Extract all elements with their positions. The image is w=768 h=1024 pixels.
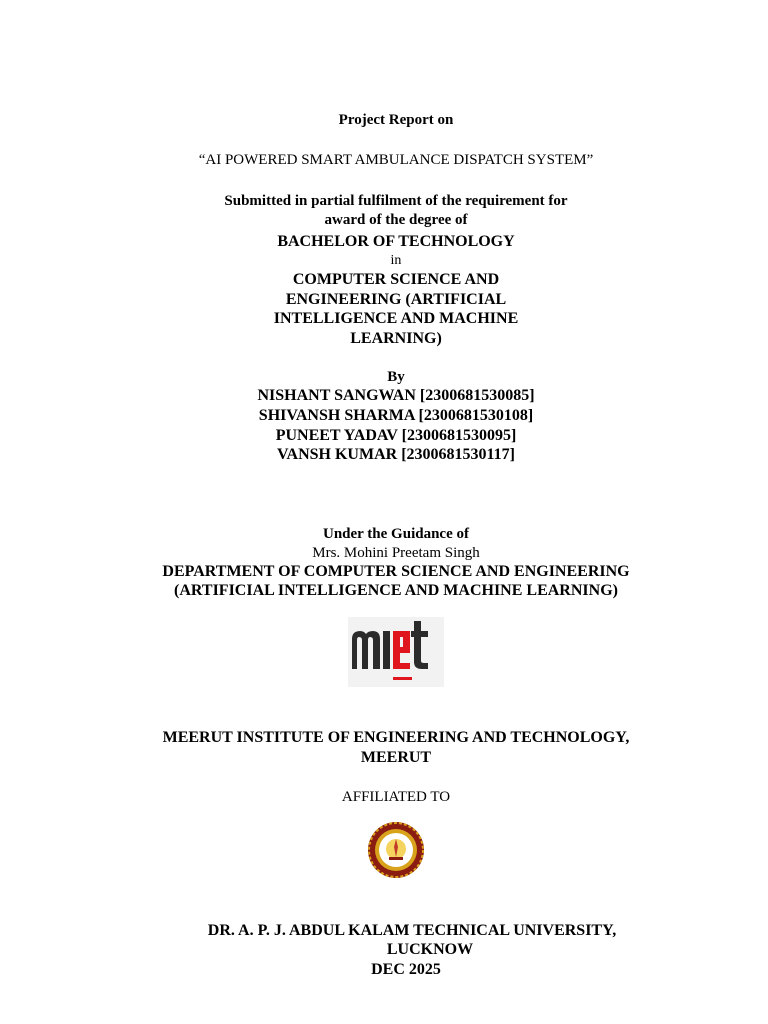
guide-name: Mrs. Mohini Preetam Singh	[312, 545, 480, 561]
department-line-1: DEPARTMENT OF COMPUTER SCIENCE AND ENGINEERING	[162, 563, 630, 580]
submission-line-2: award of the degree of	[324, 212, 468, 228]
institute-line-2: MEERUT	[360, 749, 432, 766]
degree-name: BACHELOR OF TECHNOLOGY	[277, 233, 515, 250]
university-line-2: LUCKNOW	[386, 941, 474, 958]
by-label: By	[387, 369, 405, 385]
student-name: NISHANT SANGWAN [2300681530085]	[257, 387, 535, 404]
affiliated-label: AFFILIATED TO	[341, 789, 451, 805]
student-name: SHIVANSH SHARMA [2300681530108]	[258, 407, 534, 424]
student-name: VANSH KUMAR [2300681530117]	[277, 446, 515, 463]
university-seal	[367, 821, 425, 879]
university-seal-icon	[367, 821, 425, 879]
guidance-label: Under the Guidance of	[323, 526, 469, 542]
report-heading: Project Report on	[338, 112, 454, 128]
branch-line-3: INTELLIGENCE AND MACHINE	[273, 310, 519, 327]
department-line-2: (ARTIFICIAL INTELLIGENCE AND MACHINE LEARNING)	[174, 582, 618, 599]
in-word: in	[390, 253, 402, 268]
branch-line-2: ENGINEERING (ARTIFICIAL	[285, 291, 507, 308]
student-name: PUNEET YADAV [2300681530095]	[275, 427, 517, 444]
institute-line-1: MEERUT INSTITUTE OF ENGINEERING AND TECHNOLOGY,	[162, 729, 630, 746]
submission-line-1: Submitted in partial fulfilment of the requirement for	[224, 193, 568, 209]
branch-line-4: LEARNING)	[350, 330, 442, 347]
submission-date: DEC 2025	[371, 961, 441, 978]
miet-logo-icon	[348, 617, 444, 687]
university-line-1: DR. A. P. J. ABDUL KALAM TECHNICAL UNIVERSITY,	[207, 922, 617, 939]
branch-line-1: COMPUTER SCIENCE AND	[292, 271, 500, 288]
project-title: “AI POWERED SMART AMBULANCE DISPATCH SYSTEM”	[198, 152, 594, 168]
miet-logo	[348, 617, 444, 687]
